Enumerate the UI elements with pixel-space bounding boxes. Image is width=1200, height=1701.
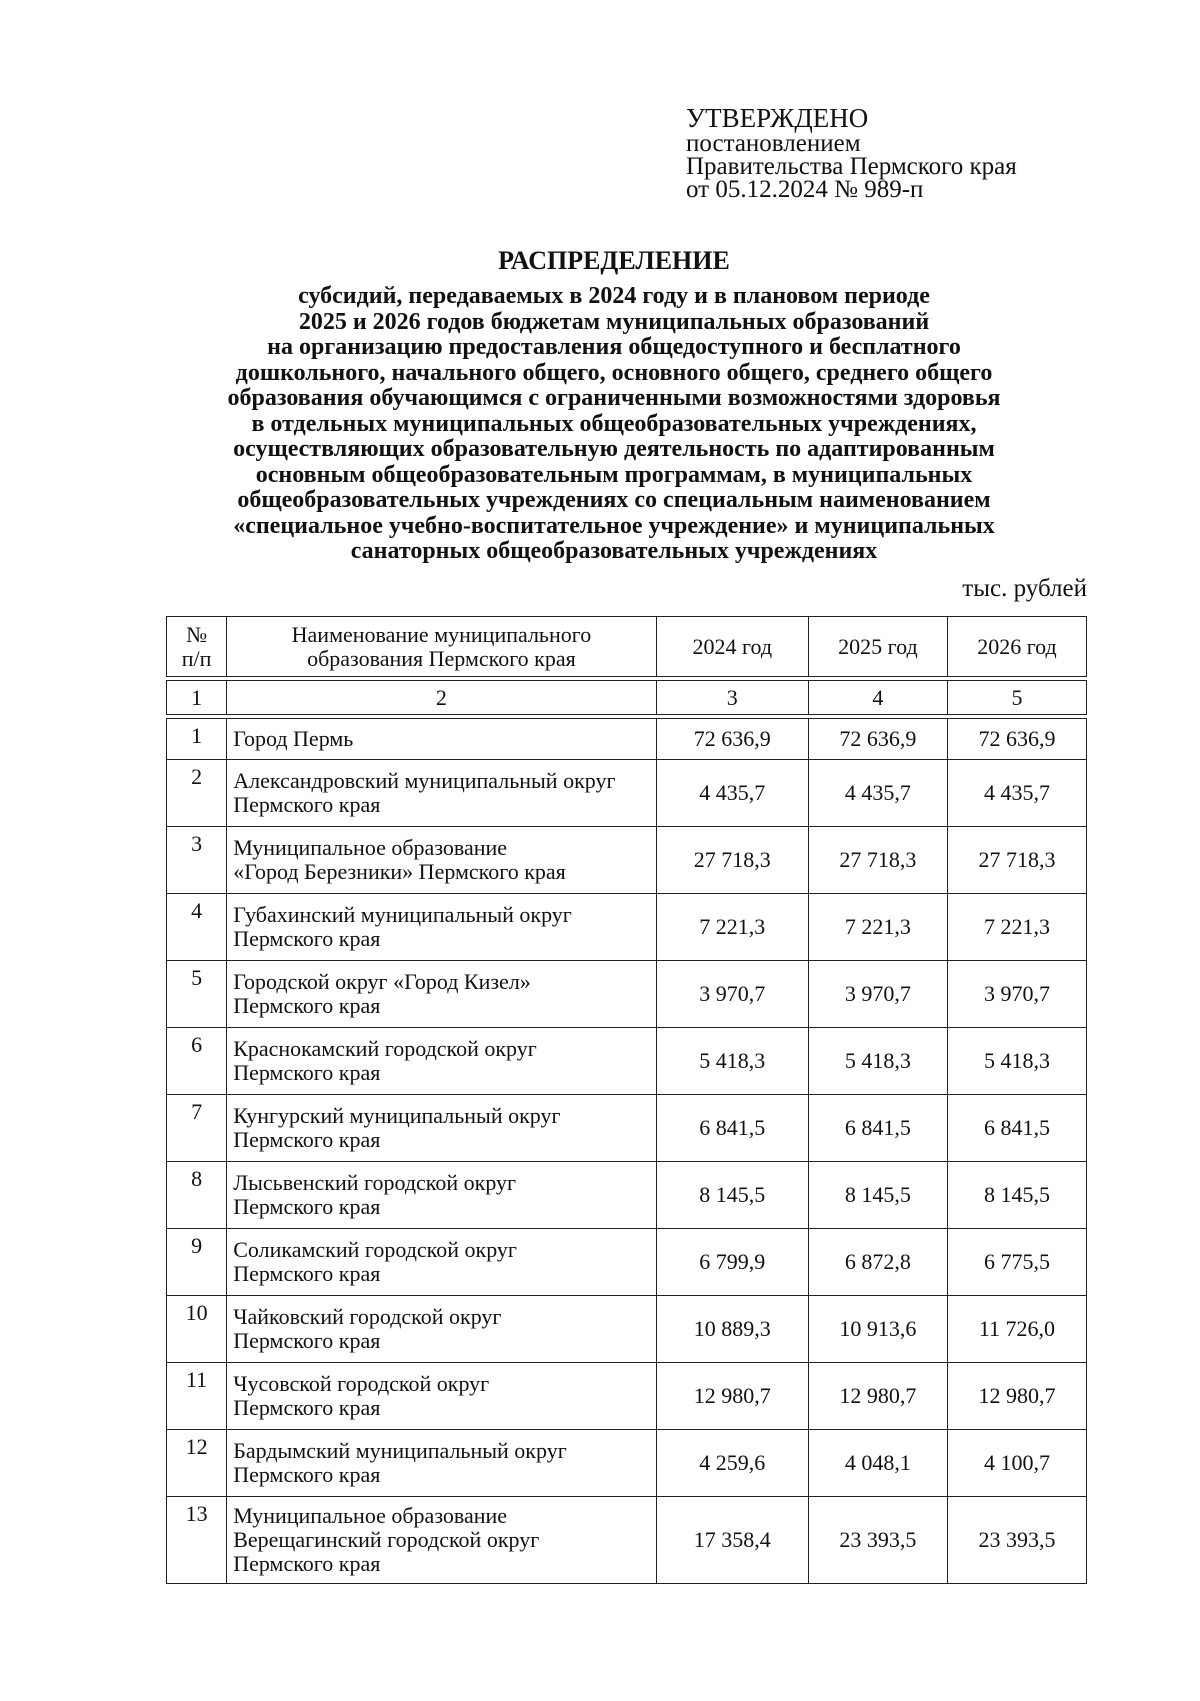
table-row — [167, 1296, 1087, 1363]
value-2026: 6 841,5 — [947, 1095, 1086, 1162]
subtitle-line: общеобразовательных учреждениях со специальным наименованием — [237, 487, 991, 513]
municipality-name-line: Муниципальное образование — [233, 1503, 508, 1528]
municipality-name-line: Соликамский городской округ — [233, 1237, 517, 1262]
distribution-table — [166, 616, 1087, 1584]
column-number: 1 — [167, 681, 227, 715]
municipality-name-line: Пермского края — [233, 1194, 381, 1219]
municipality-name-line: Чайковский городской округ — [233, 1304, 502, 1329]
value-2024: 4 259,6 — [656, 1430, 808, 1497]
value-2024: 6 799,9 — [656, 1229, 808, 1296]
value-2024: 6 841,5 — [656, 1095, 808, 1162]
municipality-name — [227, 894, 656, 961]
municipality-name-line: Пермского края — [233, 1328, 381, 1353]
municipality-name-line: Лысьвенский городской округ — [233, 1170, 517, 1195]
approval-line: Правительства Пермского края — [686, 153, 1017, 180]
value-2026: 23 393,5 — [947, 1497, 1086, 1584]
subtitle-line: образования обучающимся с ограниченными возможностями здоровья — [227, 385, 1001, 411]
value-2024: 4 435,7 — [656, 760, 808, 827]
municipality-name-line: Краснокамский городской округ — [233, 1036, 537, 1061]
municipality-name — [227, 1229, 656, 1296]
row-number: 3 — [167, 827, 227, 894]
header-2024: 2024 год — [656, 617, 808, 677]
row-number: 5 — [167, 961, 227, 1028]
row-number: 4 — [167, 894, 227, 961]
value-2026: 4 435,7 — [947, 760, 1086, 827]
value-2025: 5 418,3 — [808, 1028, 947, 1095]
value-2025: 8 145,5 — [808, 1162, 947, 1229]
value-2024: 12 980,7 — [656, 1363, 808, 1430]
column-number: 2 — [227, 681, 656, 715]
value-2024: 3 970,7 — [656, 961, 808, 1028]
municipality-name-line: Пермского края — [233, 1551, 381, 1576]
table-row — [167, 760, 1087, 827]
value-2026: 6 775,5 — [947, 1229, 1086, 1296]
column-number: 4 — [808, 681, 947, 715]
document-subtitle — [150, 284, 1078, 565]
row-number: 10 — [167, 1296, 227, 1363]
header-2026: 2026 год — [947, 617, 1086, 677]
row-number: 9 — [167, 1229, 227, 1296]
row-number: 6 — [167, 1028, 227, 1095]
municipality-name-line: Александровский муниципальный округ — [233, 768, 616, 793]
municipality-name-line: Пермского края — [233, 792, 381, 817]
row-number: 7 — [167, 1095, 227, 1162]
table-row — [167, 894, 1087, 961]
value-2026: 27 718,3 — [947, 827, 1086, 894]
value-2025: 7 221,3 — [808, 894, 947, 961]
value-2026: 11 726,0 — [947, 1296, 1086, 1363]
table-row — [167, 1162, 1087, 1229]
value-2025: 3 970,7 — [808, 961, 947, 1028]
subtitle-line: осуществляющих образовательную деятельность по адаптированным — [233, 436, 995, 462]
municipality-name-line: Городской округ «Город Кизел» — [233, 969, 531, 994]
value-2024: 27 718,3 — [656, 827, 808, 894]
municipality-name-line: Город Пермь — [233, 726, 354, 751]
municipality-name — [227, 961, 656, 1028]
document-heading — [150, 246, 1078, 565]
table-row — [167, 961, 1087, 1028]
municipality-name-line: Бардымский муниципальный округ — [233, 1438, 567, 1463]
municipality-name-line: Губахинский муниципальный округ — [233, 902, 572, 927]
value-2026: 5 418,3 — [947, 1028, 1086, 1095]
subtitle-line: на организацию предоставления общедоступного и бесплатного — [267, 334, 961, 360]
municipality-name — [227, 719, 656, 760]
document-title: РАСПРЕДЕЛЕНИЕ — [498, 246, 730, 275]
value-2025: 4 048,1 — [808, 1430, 947, 1497]
header-2025: 2025 год — [808, 617, 947, 677]
row-number: 12 — [167, 1430, 227, 1497]
header-name: Наименование муниципального образования Пермского края — [227, 617, 656, 677]
municipality-name — [227, 1363, 656, 1430]
value-2026: 3 970,7 — [947, 961, 1086, 1028]
value-2024: 10 889,3 — [656, 1296, 808, 1363]
value-2025: 27 718,3 — [808, 827, 947, 894]
value-2024: 5 418,3 — [656, 1028, 808, 1095]
table-row — [167, 827, 1087, 894]
subtitle-line: «специальное учебно-воспитательное учреждение» и муниципальных — [233, 512, 995, 539]
approval-status: УТВЕРЖДЕНО — [686, 103, 869, 133]
subtitle-line: санаторных общеобразовательных учреждениях — [350, 538, 878, 564]
municipality-name-line: Пермского края — [233, 1127, 381, 1152]
municipality-name-line: Верещагинский городской округ — [233, 1527, 540, 1552]
municipality-name — [227, 1497, 656, 1584]
column-number: 3 — [656, 681, 808, 715]
row-number: 1 — [167, 719, 227, 760]
value-2025: 6 841,5 — [808, 1095, 947, 1162]
municipality-name — [227, 760, 656, 827]
value-2025: 12 980,7 — [808, 1363, 947, 1430]
value-2026: 4 100,7 — [947, 1430, 1086, 1497]
subtitle-line: в отдельных муниципальных общеобразовательных учреждениях, — [251, 410, 977, 437]
value-2025: 4 435,7 — [808, 760, 947, 827]
table-row — [167, 1430, 1087, 1497]
value-2024: 7 221,3 — [656, 894, 808, 961]
municipality-name-line: Пермского края — [233, 1395, 381, 1420]
subtitle-line: дошкольного, начального общего, основного общего, среднего общего — [235, 359, 993, 386]
header-num: № п/п — [167, 617, 227, 677]
value-2026: 7 221,3 — [947, 894, 1086, 961]
value-2024: 8 145,5 — [656, 1162, 808, 1229]
value-2025: 23 393,5 — [808, 1497, 947, 1584]
value-2026: 12 980,7 — [947, 1363, 1086, 1430]
municipality-name — [227, 827, 656, 894]
subtitle-line: 2025 и 2026 годов бюджетам муниципальных образований — [298, 308, 930, 335]
table-header-row — [167, 617, 1087, 677]
table-row — [167, 1497, 1087, 1584]
approval-line: постановлением — [686, 130, 861, 157]
value-2026: 72 636,9 — [947, 719, 1086, 760]
value-2025: 6 872,8 — [808, 1229, 947, 1296]
municipality-name-line: Пермского края — [233, 1261, 381, 1286]
value-2025: 10 913,6 — [808, 1296, 947, 1363]
value-2024: 17 358,4 — [656, 1497, 808, 1584]
row-number: 13 — [167, 1497, 227, 1584]
value-2026: 8 145,5 — [947, 1162, 1086, 1229]
municipality-name-line: Пермского края — [233, 993, 381, 1018]
municipality-name-line: Пермского края — [233, 1060, 381, 1085]
municipality-name — [227, 1095, 656, 1162]
row-number: 8 — [167, 1162, 227, 1229]
column-numbering-row — [167, 681, 1087, 715]
column-number: 5 — [947, 681, 1086, 715]
municipality-name — [227, 1430, 656, 1497]
municipality-name-line: Пермского края — [233, 1462, 381, 1487]
municipality-name-line: Пермского края — [233, 926, 381, 951]
row-number: 2 — [167, 760, 227, 827]
table-row — [167, 1363, 1087, 1430]
value-2024: 72 636,9 — [656, 719, 808, 760]
municipality-name — [227, 1296, 656, 1363]
municipality-name-line: Кунгурский муниципальный округ — [233, 1103, 561, 1128]
municipality-name-line: «Город Березники» Пермского края — [233, 859, 566, 884]
table-row — [167, 1229, 1087, 1296]
subtitle-line: основным общеобразовательным программам, в муниципальных — [255, 461, 973, 488]
approval-line: от 05.12.2024 № 989-п — [686, 176, 924, 203]
row-number: 11 — [167, 1363, 227, 1430]
unit-label: тыс. рублей — [962, 575, 1087, 602]
table-row — [167, 1028, 1087, 1095]
approval-block — [686, 104, 1017, 201]
municipality-name-line: Муниципальное образование — [233, 835, 508, 860]
value-2025: 72 636,9 — [808, 719, 947, 760]
table-row — [167, 1095, 1087, 1162]
municipality-name — [227, 1028, 656, 1095]
table-row — [167, 719, 1087, 760]
municipality-name — [227, 1162, 656, 1229]
subtitle-line: субсидий, передаваемых в 2024 году и в плановом периоде — [298, 283, 930, 309]
municipality-name-line: Чусовской городской округ — [233, 1371, 490, 1396]
